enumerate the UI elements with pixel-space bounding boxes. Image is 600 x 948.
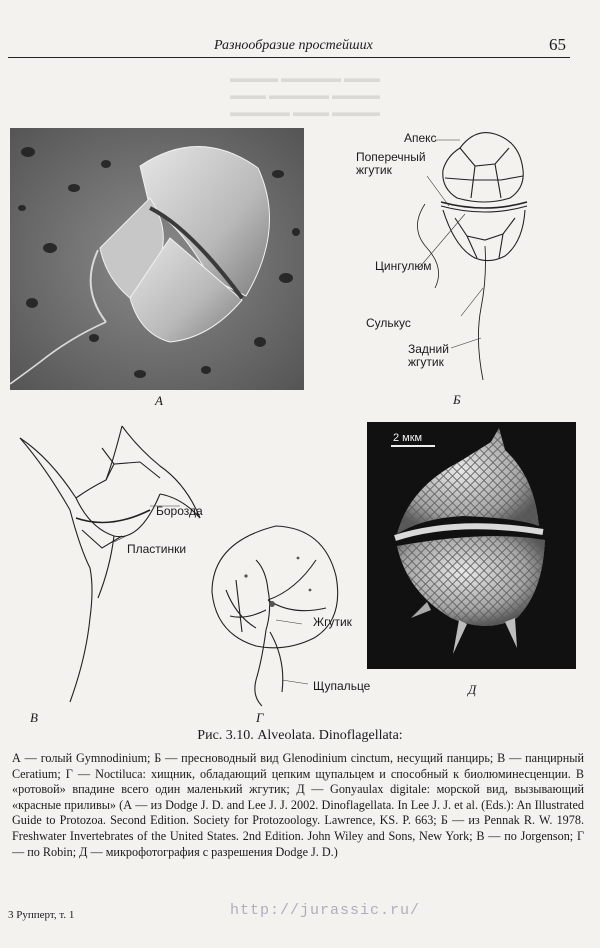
label-plates: Пластинки [127, 542, 187, 556]
label-apex: Апекс [404, 131, 437, 145]
scale-bar-label: 2 мкм [393, 432, 423, 444]
label-posterior-flagellum-2: жгутик [408, 355, 444, 369]
panel-d-letter: Д [468, 682, 477, 697]
label-posterior-flagellum-1: Задний [408, 342, 449, 356]
panel-g-letter: Г [256, 710, 264, 725]
gonyaulax-illustration [367, 422, 576, 669]
label-furrow: Борозда [156, 504, 203, 518]
label-tentacle: Щупальце [313, 679, 371, 693]
label-cingulum: Цингулюм [375, 259, 432, 273]
figure-caption-body: А — голый Gymnodinium; Б — пресноводный вид Glenodinium cinctum, несущий панцирь; В — панцирный Ceratium; Г — Noctiluca: хищник, обладающий цепким щупальцем и способный к биолюминесценции. В «ротовой» впадине всего один маленький жгутик; Д — Gonyaulax digitale: морской вид, вызывающий «красные приливы» (А — из Dodge J. D. and Lee J. J. 2002. Dinoflagellata. In Lee J. J. et al. (Eds.): An Illustrated Guide to Protozoa. Second Edition. Society for Protozoology. Lawrence, KS. P. 663; Б — из Pennak R. W. 1978. Freshwater Invertebrates of the United States. 2nd Edition. John Wiley and Sons, New York; В — по Jorgenson; Г — по Robin; Д — микрофотография с разрешения Dodge J. D.) [12, 751, 584, 859]
panel-v-letter: В [30, 710, 38, 725]
watermark-stamp: http://jurassic.ru/ [230, 902, 421, 919]
running-title: Разнообразие простейших [214, 38, 373, 53]
bleed-through-left: ▬▬▬▬ ▬▬▬▬▬ ▬▬▬ ▬▬▬ ▬▬▬▬▬ ▬▬▬▬ ▬▬▬▬▬ ▬▬▬ ▬▬▬▬ [230, 71, 380, 119]
label-transverse-flagellum-1: Поперечный [356, 150, 426, 164]
label-sulcus: Сулькус [366, 316, 411, 330]
label-transverse-flagellum-2: жгутик [356, 163, 392, 177]
ceratium-drawing [10, 418, 210, 708]
page-number: 65 [549, 35, 566, 54]
label-flagellum: Жгутик [313, 615, 352, 629]
photo-gymnodinium [10, 128, 304, 390]
figure-caption-title: Рис. 3.10. Alveolata. Dinoflagellata: [197, 728, 403, 743]
photo-gonyaulax [367, 422, 576, 669]
header-rule [8, 57, 570, 58]
gymnodinium-illustration [10, 128, 304, 390]
panel-a-letter: А [155, 393, 163, 408]
printer-signature: 3 Рупперт, т. 1 [8, 909, 75, 921]
panel-b-letter: Б [453, 392, 461, 407]
